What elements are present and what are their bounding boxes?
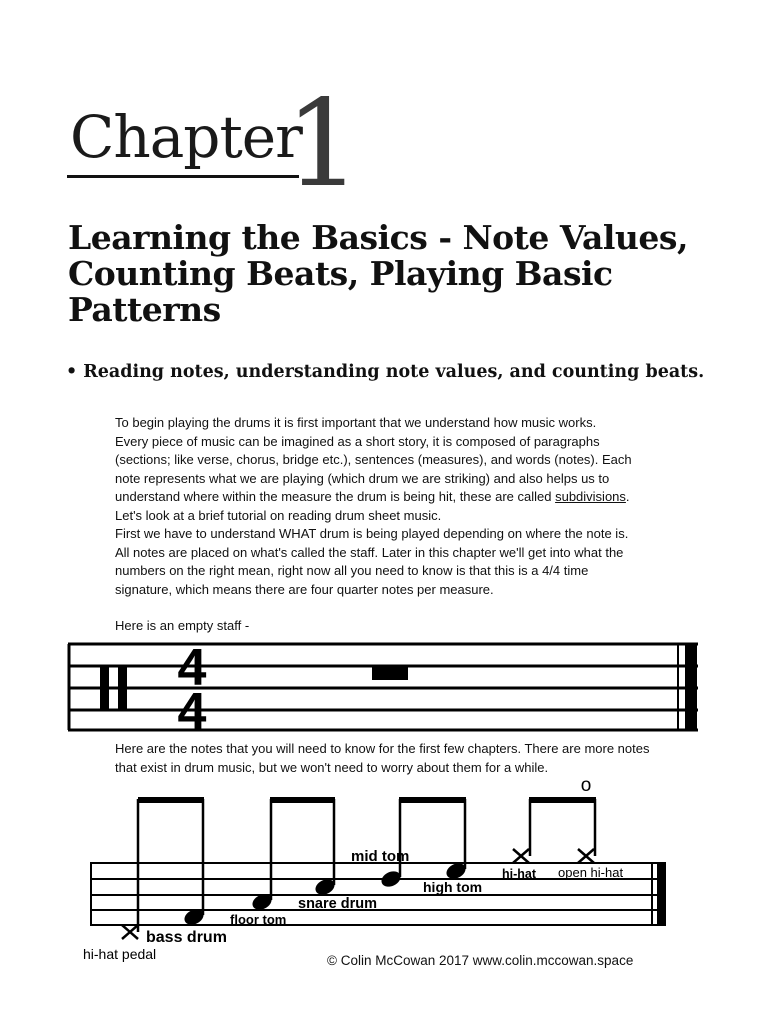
note-beam bbox=[399, 797, 466, 803]
label-hihat: hi-hat bbox=[502, 867, 537, 881]
open-hihat-note bbox=[578, 799, 595, 863]
paragraph-line: All notes are placed on what's called the staff. Later in this chapter we'll get into what the bbox=[115, 544, 624, 560]
paragraph-line bbox=[115, 488, 715, 507]
paragraph-line: Here are the notes that you will need to know for the first few chapters. There are more notes bbox=[115, 741, 650, 756]
paragraph-line: signature, which means there are four quarter notes per measure. bbox=[115, 581, 494, 597]
final-barline-thick bbox=[657, 862, 666, 926]
notes-paragraph bbox=[115, 740, 715, 777]
chapter-number: 1 bbox=[285, 75, 362, 214]
hihat-note bbox=[513, 799, 530, 863]
title-line-1: Learning the Basics - Note Values, bbox=[68, 218, 688, 257]
paragraph-line: Let's look at a brief tutorial on reading drum sheet music. bbox=[115, 507, 442, 523]
bullet-text: Reading notes, understanding note values, and counting beats. bbox=[83, 362, 705, 382]
paragraph-line: To begin playing the drums it is first important that we understand how music works. bbox=[115, 415, 597, 430]
intro-paragraph bbox=[115, 414, 715, 599]
label-bass-drum: bass drum bbox=[146, 929, 227, 946]
chapter-word: Chapter bbox=[70, 103, 302, 171]
snare-drum-note bbox=[313, 799, 337, 898]
paragraph-line: Every piece of music can be imagined as a short story, it is composed of paragraphs bbox=[115, 433, 600, 449]
open-symbol-icon: o bbox=[580, 775, 592, 796]
note-beam bbox=[529, 797, 596, 803]
title-line-3: Patterns bbox=[68, 290, 221, 329]
label-snare-drum: snare drum bbox=[298, 896, 377, 912]
paragraph-line: note represents what we are playing (which drum we are striking) and also helps us to bbox=[115, 470, 610, 486]
paragraph-line: that exist in drum music, but we won't need to worry about them for a while. bbox=[115, 759, 549, 775]
page-title bbox=[68, 220, 728, 328]
copyright-footer: © Colin McCowan 2017 www.colin.mccowan.space bbox=[327, 953, 634, 968]
final-barline-thick bbox=[685, 643, 697, 731]
paragraph-text: understand where within the measure the drum is being hit, these are called bbox=[115, 489, 556, 504]
empty-staff bbox=[66, 638, 706, 738]
time-signature-bottom: 4 bbox=[177, 683, 207, 738]
drum-notes-staff bbox=[80, 775, 680, 965]
label-hihat-pedal: hi-hat pedal bbox=[83, 946, 157, 962]
empty-staff-caption: Here is an empty staff - bbox=[115, 618, 250, 633]
label-floor-tom: floor tom bbox=[230, 912, 287, 927]
note-beam bbox=[138, 797, 204, 803]
paragraph-line: (sections; like verse, chorus, bridge etc.), sentences (measures), and words (notes). Each bbox=[115, 452, 632, 467]
section-bullet bbox=[66, 362, 704, 382]
time-signature-top: 4 bbox=[177, 639, 207, 697]
paragraph-text: . bbox=[625, 489, 630, 504]
chapter-underline bbox=[67, 175, 299, 178]
staff-lines bbox=[68, 644, 698, 730]
hihat-pedal-note bbox=[122, 799, 138, 939]
label-high-tom: high tom bbox=[423, 879, 483, 895]
paragraph-line: First we have to understand WHAT drum is being played depending on where the note is. bbox=[115, 526, 629, 541]
paragraph-line: numbers on the right mean, right now all you need to know is that this is a 4/4 time bbox=[115, 563, 589, 578]
note-beam bbox=[270, 797, 335, 803]
title-line-2: Counting Beats, Playing Basic bbox=[68, 254, 613, 293]
high-tom-note bbox=[444, 799, 468, 882]
bullet-icon: • bbox=[66, 362, 78, 382]
label-mid-tom: mid tom bbox=[351, 848, 410, 865]
mid-tom-note bbox=[379, 799, 403, 890]
label-open-hihat: open hi-hat bbox=[558, 865, 624, 880]
whole-rest-icon bbox=[372, 667, 408, 680]
subdivisions-link[interactable]: subdivisions bbox=[555, 489, 626, 504]
